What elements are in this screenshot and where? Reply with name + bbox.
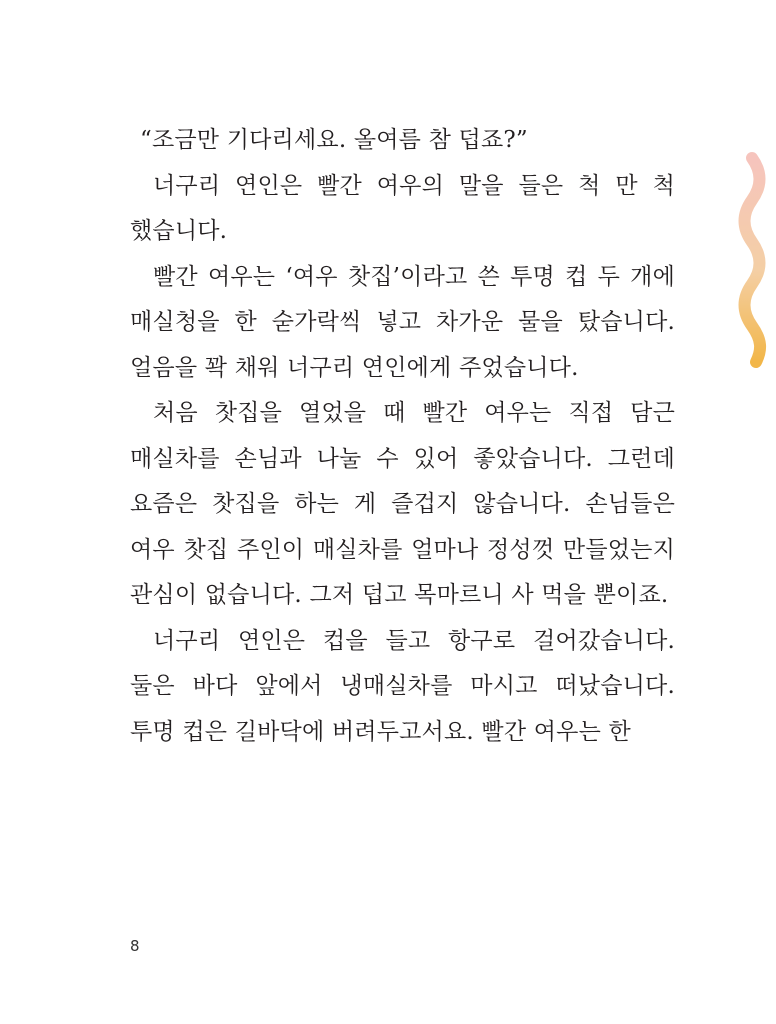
paragraph-4: 처음 찻집을 열었을 때 빨간 여우는 직접 담근 매실차를 손님과 나눌 수 있어 좋았습니다. 그런데 요즘은 찻집을 하는 게 즐겁지 않습니다. 손님들은 여우 찻집 주인이 매실차를 얼마나 정성껏 만들었는지 관심이 없습니다. 그저 덥고 목마르니 사 먹을 뿐이죠. [130, 400, 675, 608]
paragraph-5: 너구리 연인은 컵을 들고 항구로 걸어갔습니다. 둘은 바다 앞에서 냉매실차를 마시고 떠났습니다. 투명 컵은 길바닥에 버려두고서요. 빨간 여우는 한 [130, 627, 675, 745]
squiggle-decoration-icon [728, 150, 776, 370]
page-number: 8 [130, 937, 140, 955]
paragraph-2: 너구리 연인은 빨간 여우의 말을 들은 척 만 척 했습니다. [130, 172, 675, 244]
paragraph-dialogue: “조금만 기다리세요. 올여름 참 덥죠?” [140, 127, 528, 153]
story-text [130, 118, 675, 755]
paragraph-3: 빨간 여우는 ‘여우 찻집’이라고 쓴 투명 컵 두 개에 매실청을 한 숟가락씩 넣고 차가운 물을 탔습니다. 얼음을 꽉 채워 너구리 연인에게 주었습니다. [130, 263, 675, 381]
